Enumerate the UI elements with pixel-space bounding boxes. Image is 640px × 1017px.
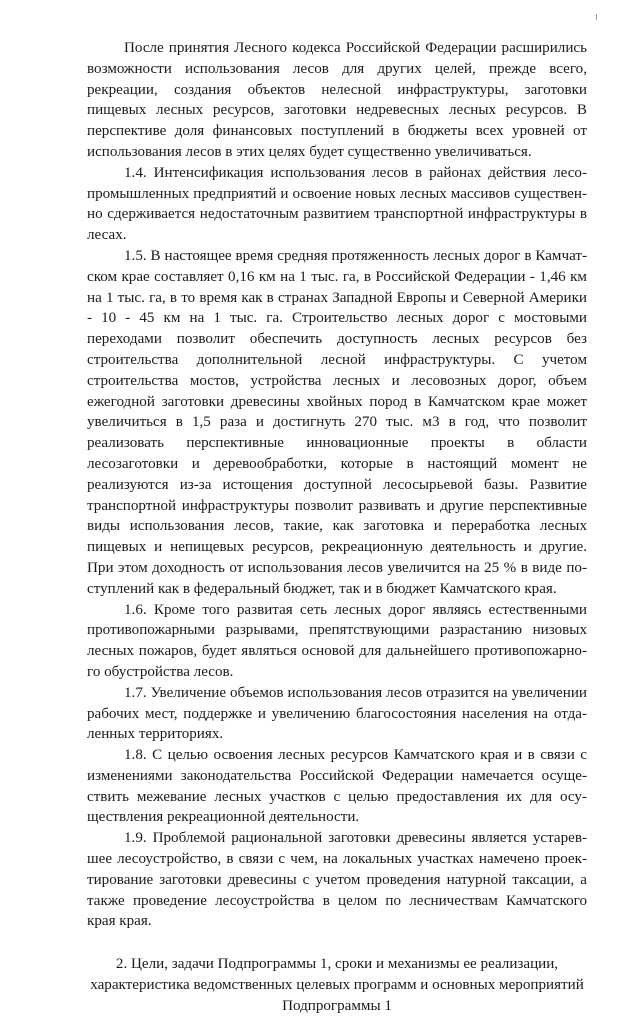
- paragraph-1-9: 1.9. Проблемой рациональной заготовки древесины является устаревшее лесоустройство, в связи с чем, на локальных участках намечено проектирование заготовки древесины с учетом проведения натурной таксации, а также проведение лесоустройства в целом по лесничествам Камчатского края края.: [87, 830, 587, 930]
- scan-mark: [596, 14, 597, 20]
- section-heading-line-3: Подпрограммы 1: [282, 997, 392, 1014]
- document-body: [87, 38, 587, 1017]
- section-heading-line-2: характеристика ведомственных целевых программ и основных мероприятий: [90, 977, 584, 994]
- paragraph-1-6: 1.6. Кроме того развитая сеть лесных дорог являясь естественными противопожарными разрывами, препятствующими разрастанию низовых лесных пожаров, будет являться основой для дальнейшего противопожарного обустройства лесов.: [87, 601, 587, 680]
- paragraph-1-7: 1.7. Увеличение объемов использования лесов отразится на увеличении рабочих мест, поддержке и увеличению благосостояния населения на отдаленных территориях.: [87, 684, 587, 743]
- section-heading-line-1: 2. Цели, задачи Подпрограммы 1, сроки и механизмы ее реализации,: [115, 956, 559, 973]
- paragraph-1-5: 1.5. В настоящее время средняя протяженность лесных дорог в Камчатском крае составляет 0,16 км на 1 тыс. га, в Российской Федерации - 1,46 км на 1 тыс. га, в то время как в странах Западной Европы и Северной Америки - 10 - 45 км на 1 тыс. га. Строительство лесных дорог с мостовыми переходами позволит обеспечить доступность лесных ресурсов без строительства дополнительной лесной инфраструктуры. С учетом строительства мостов, устройства лесных и лесовозных дорог, объем ежегодной заготовки древесины хвойных пород в Камчатском крае может увеличиться в 1,5 раза и достигнуть 270 тыс. м3 в год, что позволит реализовать перспективные инновационные проекты в области лесозаготовки и деревообработки, которые в настоящий момент не реализуются из-за истощения доступной лесосырьевой базы. Развитие транспортной инфраструктуры позволит развивать и другие перспективные виды использования лесов, такие, как заготовка и переработка лесных пищевых и непищевых ресурсов, рекреационную деятельность и другие. При этом доходность от использования лесов увеличится на 25 % в виде поступлений как в федеральный бюджет, так и в бюджет Камчатского края.: [87, 247, 587, 597]
- paragraph-1-8: 1.8. С целью освоения лесных ресурсов Камчатского края и в связи с изменениями законодательства Российской Федерации намечается осуществить межевание лесных участков с целью предоставления их для осуществления рекреационной деятельности.: [87, 747, 587, 826]
- paragraph-forest-code: После принятия Лесного кодекса Российской Федерации расширились возможности использования лесов для других целей, прежде всего, рекреации, создания объектов нелесной инфраструктуры, заготовки пищевых лесных ресурсов, заготовки недревесных лесных ресурсов. В перспективе доля финансовых поступлений в бюджеты всех уровней от использования лесов в этих целях будет существенно увеличиваться.: [87, 40, 587, 160]
- paragraph-1-4: 1.4. Интенсификация использования лесов в районах действия лесопромышленных предприятий и освоение новых лесных массивов существенно сдерживается недостаточным развитием транспортной инфраструктуры в лесах.: [87, 164, 587, 244]
- section-heading: [87, 954, 587, 1016]
